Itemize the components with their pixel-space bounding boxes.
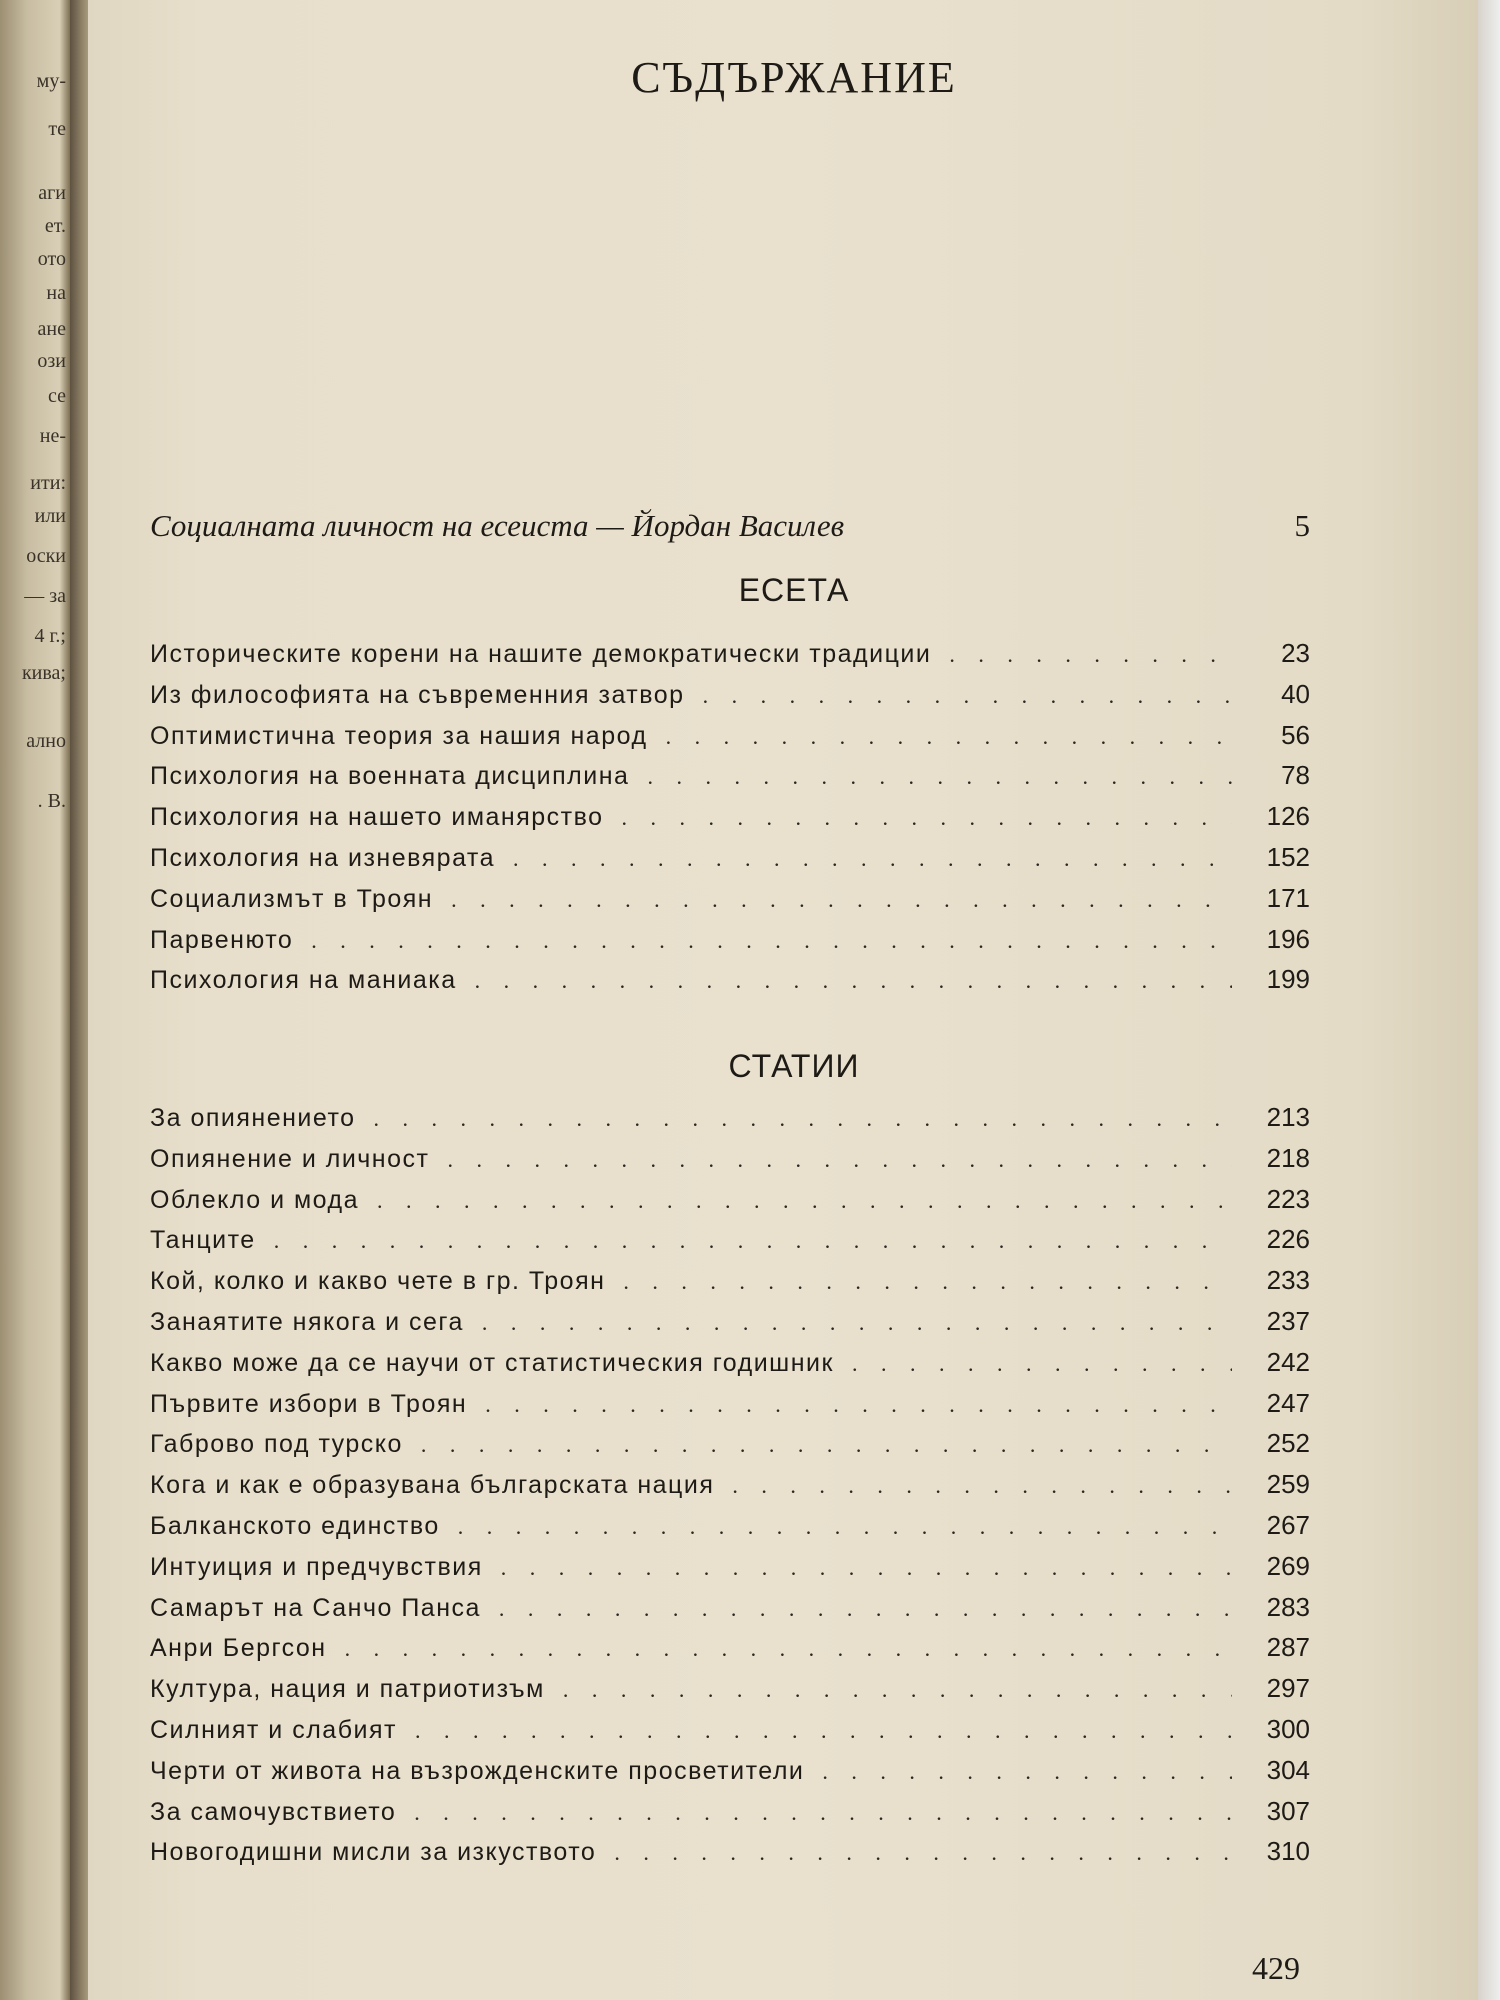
leader-dots [274,1228,1232,1254]
leader-dots [482,1310,1232,1336]
eseta-list [150,638,1310,1005]
toc-entry-page: 233 [1266,1265,1310,1296]
toc-entry-title: Социализмът в Троян [150,884,434,913]
toc-entry-title: Психология на маниака [150,966,457,995]
toc-entry[interactable] [150,1347,1310,1388]
toc-entry-page: 307 [1266,1795,1310,1826]
contents-page [88,0,1500,2000]
toc-entry-page: 218 [1266,1142,1310,1173]
toc-entry[interactable] [150,1306,1310,1347]
facing-page-text-fragment: 4 г.; [34,625,66,647]
toc-entry-page: 300 [1266,1713,1310,1744]
toc-entry[interactable] [150,1673,1310,1714]
toc-entry-page: 287 [1266,1632,1310,1663]
facing-page-text-fragment: ити: [30,472,66,494]
toc-entry-page: 252 [1266,1428,1310,1459]
toc-entry-page: 199 [1266,964,1310,995]
intro-entry-title: Социалната личност на есеиста — Йордан Василев [150,508,845,543]
toc-entry-page: 78 [1281,760,1310,791]
leader-dots [377,1188,1232,1214]
leader-dots [415,1718,1232,1744]
toc-entry-title: Силният и слабият [150,1715,397,1744]
leader-dots [647,764,1232,790]
statii-list [150,1102,1310,1877]
leader-dots [311,928,1232,954]
facing-page-text-fragment: аги [38,182,66,204]
toc-entry-page: 152 [1266,841,1310,872]
leader-dots [614,1840,1232,1866]
intro-entry-page: 5 [1294,508,1310,543]
toc-entry-title: Психология на нашето иманярство [150,803,604,832]
toc-entry-page: 126 [1266,801,1310,832]
toc-entry-title: Анри Бергсон [150,1634,327,1663]
toc-entry-title: За опиянението [150,1104,356,1132]
toc-entry[interactable] [150,842,1310,883]
toc-entry-page: 297 [1266,1673,1310,1704]
leader-dots [485,1392,1232,1418]
toc-entry[interactable] [150,1836,1310,1877]
toc-entry[interactable] [150,1796,1310,1837]
background-edge [1478,0,1500,2000]
facing-page-edge [0,0,70,2000]
intro-entry[interactable] [150,508,1310,548]
toc-entry-page: 213 [1266,1102,1310,1132]
facing-page-text-fragment: на [46,282,66,304]
leader-dots [623,1269,1232,1295]
toc-entry-title: Занаятите някога и сега [150,1307,464,1336]
toc-entry-page: 310 [1266,1836,1310,1867]
toc-entry-title: Из философията на съвременния затвор [150,680,685,709]
toc-entry[interactable] [150,1143,1310,1184]
toc-entry-page: 247 [1266,1387,1310,1418]
facing-page-text-fragment: кива; [21,662,66,684]
toc-entry[interactable] [150,1469,1310,1510]
section-heading-statii: СТАТИИ [728,1048,860,1084]
leader-dots [421,1432,1232,1458]
leader-dots [451,887,1232,913]
toc-entry[interactable] [150,1714,1310,1755]
facing-page-text-fragment: — за [24,585,66,607]
leader-dots [458,1514,1232,1540]
toc-entry[interactable] [150,1510,1310,1551]
section-heading-eseta: ЕСЕТА [738,572,850,608]
toc-entry[interactable] [150,1102,1310,1143]
toc-entry-page: 304 [1266,1754,1310,1785]
facing-page-text-fragment: или [34,505,66,527]
leader-dots [622,805,1232,831]
toc-entry[interactable] [150,883,1310,924]
toc-entry[interactable] [150,1184,1310,1225]
facing-page-text-fragment: . В. [37,790,66,812]
toc-entry-page: 259 [1266,1469,1310,1500]
toc-entry-title: Интуиция и предчувствия [150,1552,483,1581]
toc-entry-title: Психология на военната дисциплина [150,762,630,791]
toc-entry[interactable] [150,801,1310,842]
facing-page-text-fragment: ози [37,350,66,372]
toc-entry[interactable] [150,1265,1310,1306]
toc-entry[interactable] [150,1592,1310,1633]
toc-entry[interactable] [150,1388,1310,1429]
toc-entry-page: 242 [1266,1346,1310,1377]
toc-entry-title: Парвенюто [150,925,294,954]
leader-dots [822,1759,1232,1785]
leader-dots [475,968,1232,994]
toc-entry-page: 269 [1266,1550,1310,1581]
toc-entry-title: Балканското единство [150,1511,440,1540]
toc-entry-page: 23 [1281,638,1310,668]
toc-entry-title: Опиянение и личност [150,1144,430,1173]
leader-dots [499,1596,1232,1622]
toc-entry[interactable] [150,1755,1310,1796]
book-gutter [70,0,88,2000]
toc-entry-title: Облекло и мода [150,1185,360,1214]
toc-entry[interactable] [150,638,1310,679]
toc-entry-title: Първите избори в Троян [150,1389,468,1418]
toc-entry-page: 283 [1266,1591,1310,1622]
toc-entry-title: Култура, нация и патриотизъм [150,1675,545,1704]
toc-entry-title: Историческите корени на нашите демократически традиции [150,640,932,668]
facing-page-text-fragment: се [48,385,66,407]
leader-dots [414,1800,1232,1826]
toc-entry-title: Новогодишни мисли за изкуството [150,1838,597,1867]
leader-dots [852,1351,1232,1377]
facing-page-text-fragment: ане [37,318,66,340]
leader-dots [563,1677,1232,1703]
toc-entry[interactable] [150,1428,1310,1469]
toc-entry-title: Танците [150,1226,256,1255]
toc-entry[interactable] [150,1632,1310,1673]
toc-entry-page: 56 [1281,719,1310,750]
toc-entry-title: Кога и как е образувана българската нация [150,1471,715,1500]
toc-entry-title: Психология на изневярата [150,843,496,872]
leader-dots [732,1473,1232,1499]
facing-page-text-fragment: ото [37,248,66,270]
toc-entry-title: Черти от живота на възрожденските просветители [150,1756,805,1785]
toc-entry-title: Самарът на Санчо Панса [150,1593,481,1622]
leader-dots [374,1106,1232,1132]
facing-page-text-fragment: не- [39,425,66,447]
leader-dots [703,683,1232,709]
toc-entry-title: Габрово под турско [150,1430,403,1459]
toc-entry-page: 267 [1266,1509,1310,1540]
toc-entry-title: За самочувствието [150,1797,397,1826]
facing-page-text-fragment: ет. [44,215,66,237]
toc-entry-page: 196 [1266,923,1310,954]
toc-entry[interactable] [150,679,1310,720]
leader-dots [447,1147,1232,1173]
toc-entry-title: Какво може да се научи от статистическия годишник [150,1348,834,1377]
facing-page-text-fragment: му- [36,70,66,92]
toc-entry[interactable] [150,1551,1310,1592]
leader-dots [345,1636,1232,1662]
facing-page-text-fragment: те [48,118,66,140]
toc-entry[interactable] [150,1224,1310,1265]
toc-entry[interactable] [150,760,1310,801]
page-number: 429 [1252,1950,1300,1986]
facing-page-text-fragment: ално [26,730,66,752]
toc-entry-page: 237 [1266,1305,1310,1336]
leader-dots [513,846,1232,872]
toc-entry[interactable] [150,924,1310,965]
leader-dots [666,724,1232,750]
toc-entry-page: 226 [1266,1224,1310,1255]
toc-entry-title: Оптимистична теория за нашия народ [150,721,648,750]
toc-entry-page: 171 [1266,882,1310,913]
page-title: СЪДЪРЖАНИЕ [631,53,957,102]
facing-page-text-fragment: оски [26,545,66,567]
leader-dots [949,642,1232,668]
toc-entry-page: 40 [1281,678,1310,709]
toc-entry-title: Кой, колко и какво чете в гр. Троян [150,1267,606,1296]
leader-dots [501,1555,1232,1581]
toc-entry[interactable] [150,720,1310,761]
toc-entry[interactable] [150,964,1310,1005]
toc-entry-page: 223 [1266,1183,1310,1214]
